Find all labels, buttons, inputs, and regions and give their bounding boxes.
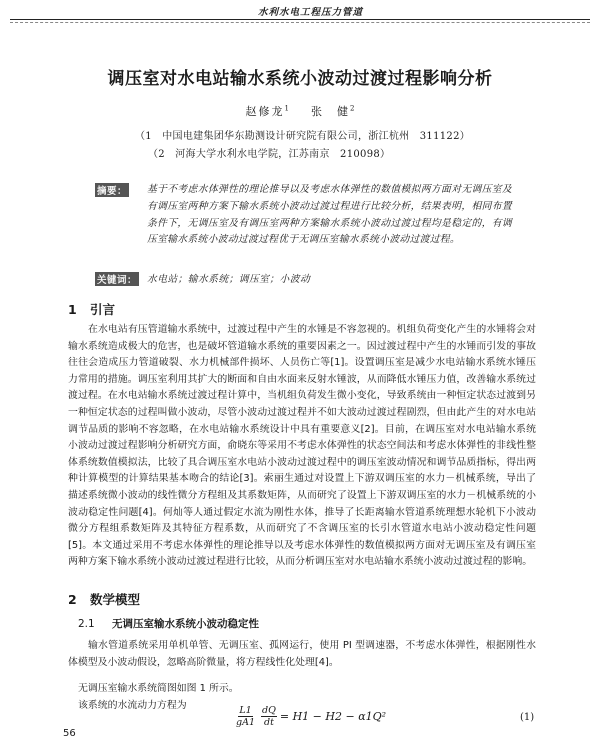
author-2: 张 健: [311, 105, 350, 118]
fraction-1-denominator: gA1: [236, 717, 255, 728]
section-2-number: 2: [68, 592, 77, 607]
abstract-label: 摘要：: [95, 183, 129, 197]
equation-intro-line: 该系统的水流动力方程为: [78, 700, 187, 711]
affiliation-2: （2 河海大学水利水电学院，江苏南京 210098）: [148, 149, 391, 160]
fraction-L-over-gA: [236, 705, 255, 728]
subsection-2-1-title: 无调压室输水系统小波动稳定性: [112, 618, 259, 630]
fraction-dQ-over-dt: [261, 705, 277, 728]
subsection-2-1-paragraph: 输水管道系统采用单机单管、无调压室、孤网运行，使用 PI 型调速器，不考虑水体弹性，根据刚性水体模型及小波动假设，忽略高阶微量，将方程线性化处理[4]。: [68, 640, 536, 668]
subsection-2-1-heading: [78, 616, 259, 631]
section-1-paragraph: 在水电站有压管道输水系统中，过渡过程中产生的水锤是不容忽视的。机组负荷变化产生的水锤将会对输水系统造成极大的危害，也是破坏管道输水系统的重要因素之一。因过渡过程中产生的水锤而引发的事故往往会造成压力管道破裂、水力机械部件损坏、人员伤亡等[1]。设置调压室是减少水电站输水系统水锤压力常用的措施。调压室利用其扩大的断面和自由水面来反射水锤波，从而降低水锤压力值，改善输水系统过渡过程。在水电站输水系统过渡过程计算中，当机组负荷发生微小变化，导致系统由一种恒定状态过渡到另一种恒定状态的过程叫做小波动，尽管小波动过渡过程并不如大波动过渡过程剧烈，但由此产生的对水电站调节品质的影响不容忽略，在水电站输水系统设计中具有重要意义[2]。目前，在调压室对水电站输水系统小波动过渡过程影响分析研究方面，俞晓东等采用不考虑水体弹性的状态空间法和考虑水体弹性的非线性整体系统数值模拟法，比较了具合调压室水电站小波动过渡过程中的调压室波动情况和调节品质指标，得出两种计算模型的计算结果基本吻合的结论[3]。索丽生通过对设置上下游双调压室的水力－机械系统，导出了描述系统微小波动的线性微分方程组及其系数矩阵，从而研究了设置上下游双调压室的水力－机械系统的小波动稳定性问题[4]。何灿等人通过假定水流为刚性水体，推导了长距离输水管道系统理想水轮机下小波动微分方程组系数矩阵及其特征方程系数，从而研究了不含调压室的长引水管道水电站小波动稳定性问题[5]。本文通过采用不考虑水体弹性的理论推导以及考虑水体弹性的数值模拟两方面对无调压室及有调压室两种方案下输水系统小波动过渡过程进行比较，从而分析调压室对水电站输水系统小波动过渡过程的影响。: [68, 324, 536, 568]
page-number: 56: [63, 728, 76, 739]
author-1: 赵修龙: [245, 105, 285, 118]
section-1-heading: [68, 300, 115, 318]
affiliation-1: （1 中国电建集团华东勘测设计研究院有限公司，浙江杭州 311122）: [135, 131, 471, 142]
author-1-affil-mark: 1: [284, 104, 289, 113]
equation-number: (1): [520, 712, 535, 723]
fraction-2-numerator: dQ: [262, 705, 276, 716]
fraction-1-numerator: L1: [239, 705, 252, 716]
author-2-affil-mark: 2: [350, 104, 355, 113]
abstract-text: 基于不考虑水体弹性的理论推导以及考虑水体弹性的数值模拟两方面对无调压室及有调压室两种方案下输水系统小波动过渡过程进行比较分析，结果表明，相同布置条件下，无调压室及有调压室两种方案输水系统小波动过渡过程均是稳定的，有调压室输水系统小波动过渡过程优于无调压室输水系统小波动过渡过程。: [147, 184, 512, 246]
header-rule-dashed: [10, 22, 590, 23]
section-1-number: 1: [68, 302, 77, 317]
keywords-label: 关键词：: [95, 272, 139, 286]
subsection-2-1-number: 2.1: [78, 618, 95, 630]
equation-rhs: = H1 − H2 − α1Q²: [279, 710, 387, 723]
section-1-title: 引言: [90, 302, 116, 317]
figure-reference-line: 无调压室输水系统简图如图 1 所示。: [78, 683, 239, 694]
section-2-title: 数学模型: [90, 592, 141, 607]
running-head: 水利水电工程压力管道: [258, 7, 364, 18]
section-2-heading: [68, 590, 140, 608]
paper-title: 调压室对水电站输水系统小波动过渡过程影响分析: [107, 69, 493, 89]
author-line: [0, 103, 600, 119]
keywords-text: 水电站；输水系统；调压室；小波动: [147, 274, 311, 285]
header-rule: [10, 19, 590, 20]
equation-1: [233, 705, 386, 728]
fraction-2-denominator: dt: [263, 717, 274, 728]
